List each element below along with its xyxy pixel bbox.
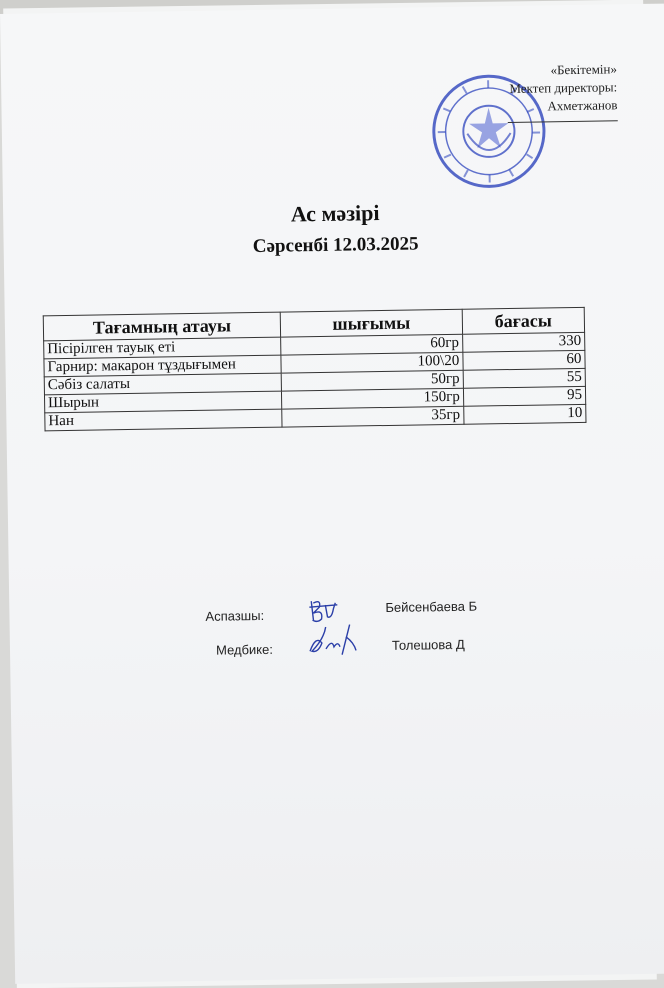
menu-table [43,307,587,431]
dish-name: Гарнир: макарон тұздығымен [44,355,281,377]
dish-price: 55 [463,368,586,388]
dish-name: Пісірілген тауық еті [44,337,281,359]
column-header-yield: шығымы [280,309,462,337]
approval-signature-line [508,114,618,123]
dish-price: 330 [462,332,585,352]
dish-yield: 35гр [282,406,464,427]
dish-yield: 50гр [281,370,463,391]
dish-name: Шырын [44,391,281,413]
dish-price: 60 [463,350,586,370]
dish-yield: 100\20 [281,352,463,373]
dish-price: 10 [463,404,586,424]
nurse-label: Медбике: [216,642,273,658]
menu-document [0,4,664,984]
dish-yield: 60гр [281,334,463,355]
approval-name: Ахметжанов [487,96,617,116]
cook-name: Бейсенбаева Б [385,599,477,615]
nurse-signature-icon [306,620,361,659]
dish-name: Сәбіз салаты [44,373,281,395]
dish-yield: 150гр [282,388,464,409]
approval-position: Мектеп директоры: [487,78,617,98]
approval-title: «Бекітемін» [487,60,617,80]
column-header-price: бағасы [462,307,585,334]
column-header-name: Тағамның атауы [43,312,280,341]
page-subtitle-date: Сәрсенбі 12.03.2025 [4,230,664,262]
dish-price: 95 [463,386,586,406]
approval-block [487,60,618,123]
page-title: Ас мәзірі [3,196,664,232]
dish-name: Нан [45,409,282,431]
cook-label: Аспазшы: [205,608,264,624]
nurse-name: Толешова Д [392,637,465,653]
